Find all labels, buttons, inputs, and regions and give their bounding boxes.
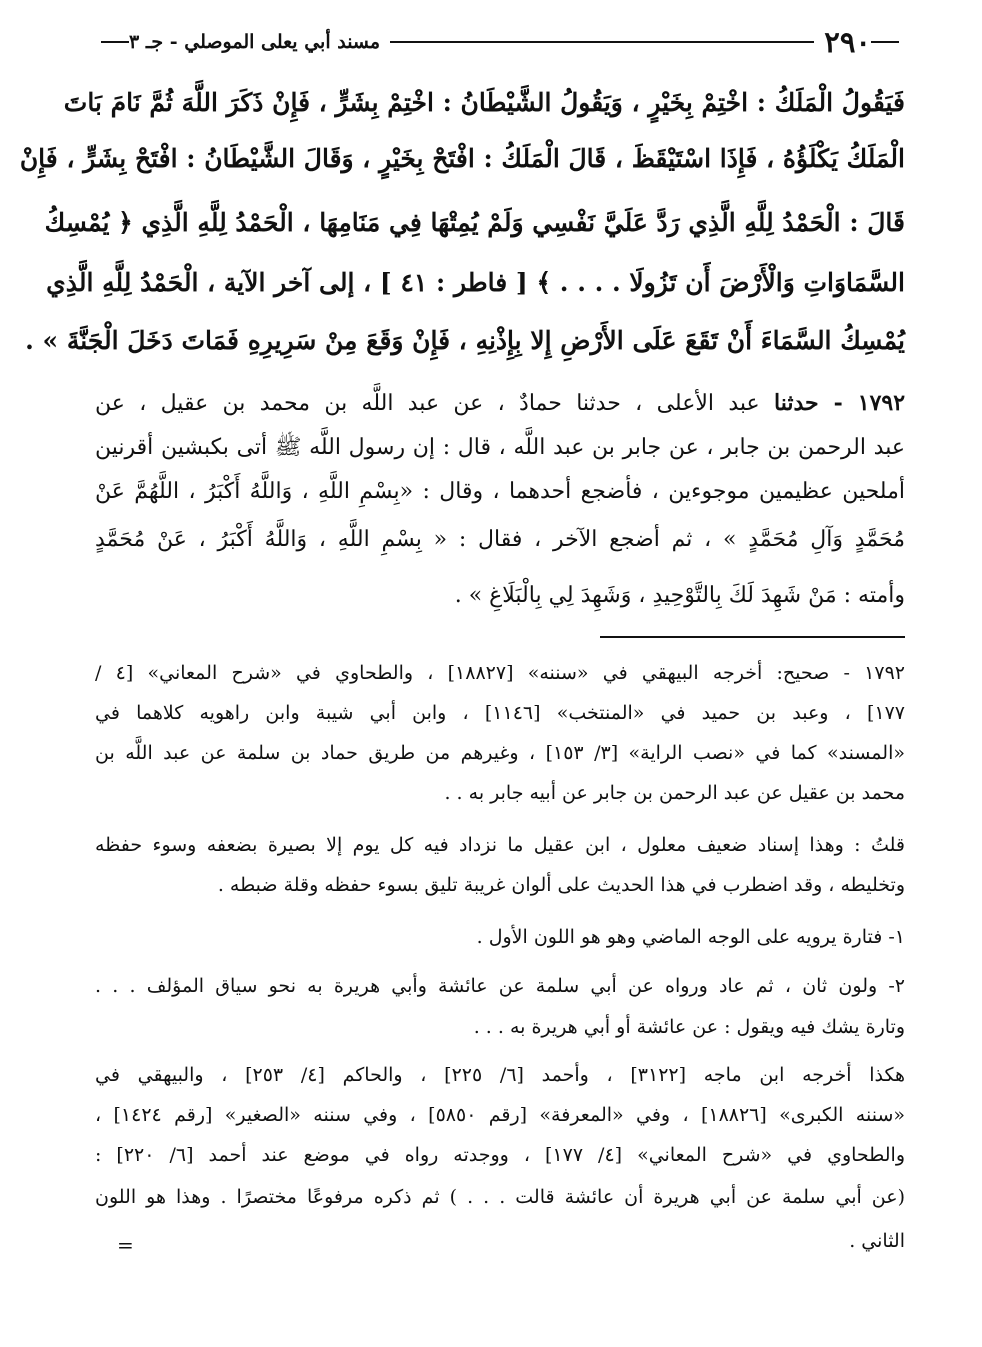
hadith-text-line: فَيَقُولُ الْمَلَكُ : اخْتِمْ بِخَيْرٍ ، وَيَقُولُ الشَّيْطَانُ : اخْتِمْ بِشَرٍّ ، فَإِنْ ذَكَرَ اللَّهَ ثُمَّ نَامَ بَاتَ [63, 88, 905, 117]
header-dash-right [871, 41, 899, 43]
hadith-1792-line: عبد الرحمن بن جابر ، عن جابر بن عبد اللَّه ، قال : إن رسول اللَّه ﷺ أتى بكبشين أقرنين [95, 435, 905, 460]
header-rule [390, 41, 814, 43]
hadith-number: ١٧٩٢ - حدثنا [774, 390, 906, 416]
page-number: ٢٩٠ [824, 25, 871, 59]
hadith-1792-line: أملحين عظيمين موجوءين ، فأضجع أحدهما ، وقال : «بِسْمِ اللَّهِ ، وَاللَّهُ أَكْبَرُ ، اللَّهُمَّ عَنْ [95, 479, 905, 504]
footnote-line: قلتُ : وهذا إسناد ضعيف معلول ، ابن عقيل ما نزداد فيه كل يوم إلا بصيرة بضعفه وسوء حفظه [95, 834, 905, 856]
footnote-line: «المسند» كما في «نصب الراية» [٣/ ١٥٣] ، وغيرهم من طريق حماد بن سلمة عن عبد اللَّه بن [95, 742, 905, 764]
hadith-1792-line: مُحَمَّدٍ وَآلِ مُحَمَّدٍ » ، ثم أضجع الآخر ، فقال : « بِسْمِ اللَّهِ ، وَاللَّهُ أَكْبَرُ ، عَنْ مُحَمَّدٍ [95, 527, 905, 552]
hadith-text-line: قَالَ : الْحَمْدُ لِلَّهِ الَّذِي رَدَّ عَلَيَّ نَفْسِي وَلَمْ يُمِتْهَا فِي مَنَامِهَا ، الْحَمْدُ لِلَّهِ الَّذِي ﴿ يُمْسِكُ [44, 208, 905, 237]
header-dash-left [101, 41, 129, 43]
footnote-line: ٢- ولون ثان ، ثم عاد ورواه عن أبي سلمة عن عائشة وأبي هريرة به نحو سياق المؤلف . . . [95, 975, 905, 997]
footnote-line: الثاني . [849, 1230, 905, 1252]
footnote-line: محمد بن عقيل عن عبد الرحمن بن جابر عن أبيه جابر به . . [444, 782, 905, 804]
hadith-text-line: السَّمَاوَاتِ وَالْأَرْضَ أَن تَزُولَا . . . . ﴾ [ فاطر : ٤١ ] ، إلى آخر الآية ، الْحَمْدُ لِلَّهِ الَّذِي [46, 268, 905, 297]
hadith-1792-text: عبد الأعلى ، حدثنا حمادٌ ، عن عبد اللَّه بن محمد بن عقيل ، عن [95, 391, 760, 416]
footnote-line: هكذا أخرجه ابن ماجه [٣١٢٢] ، وأحمد [٦/ ٢٢٥] ، والحاكم [٤/ ٢٥٣] ، والبيهقي في [95, 1064, 905, 1086]
footnote-line: «سننه الكبرى» [١٨٨٢٦] ، وفي «المعرفة» [رقم ٥٨٥٠] ، وفي سننه «الصغير» [رقم ١٤٢٤] ، [95, 1104, 905, 1126]
hadith-text-line: الْمَلَكُ يَكْلَؤُهُ ، فَإِذَا اسْتَيْقَظَ ، قَالَ الْمَلَكُ : افْتَحْ بِخَيْرٍ ، وَقَالَ الشَّيْطَانُ : افْتَحْ بِشَرٍّ ، فَإِنْ [19, 144, 905, 173]
footnote-separator [600, 636, 905, 638]
continuation-mark: = [117, 1233, 134, 1257]
page-header [95, 22, 905, 62]
footnote-line: ١٧٧] ، وعبد بن حميد في «المنتخب» [١١٤٦] ، وابن أبي شيبة وابن راهويه كلاهما في [95, 702, 906, 724]
running-title: مسند أبي يعلى الموصلي - جـ ٣ [129, 31, 381, 53]
footnote-line: ١- فتارة يرويه على الوجه الماضي وهو هو اللون الأول . [476, 926, 905, 948]
footnote-line: وتخليطه ، وقد اضطرب في هذا الحديث على ألوان غريبة تليق بسوء حفظه وقلة ضبطه . [217, 874, 905, 896]
footnote-line: (عن أبي سلمة عن أبي هريرة أن عائشة قالت . . . ) ثم ذكره مرفوعًا مختصرًا . وهذا هو اللون [95, 1186, 905, 1208]
hadith-1792-line [95, 383, 905, 423]
hadith-text-line: يُمْسِكُ السَّمَاءَ أَنْ تَقَعَ عَلَى الأَرْضِ إِلا بِإِذْنِهِ ، فَإِنْ وَقَعَ مِنْ سَرِيرِهِ فَمَاتَ دَخَلَ الْجَنَّةَ » . [25, 326, 905, 355]
hadith-1792-line: وأمته : مَنْ شَهِدَ لَكَ بِالتَّوْحِيدِ ، وَشَهِدَ لِي بِالْبَلَاغِ » . [454, 583, 905, 608]
footnote-line: وتارة يشك فيه ويقول : عن عائشة أو أبي هريرة به . . . [473, 1016, 905, 1038]
footnote-line: والطحاوي في «شرح المعاني» [٤/ ١٧٧] ، ووجدته رواه في موضع عند أحمد [٦/ ٢٢٠] : [95, 1144, 906, 1166]
footnote-line: ١٧٩٢ - صحيح: أخرجه البيهقي في «سننه» [١٨٨٢٧] ، والطحاوي في «شرح المعاني» [٤ / [95, 662, 905, 684]
